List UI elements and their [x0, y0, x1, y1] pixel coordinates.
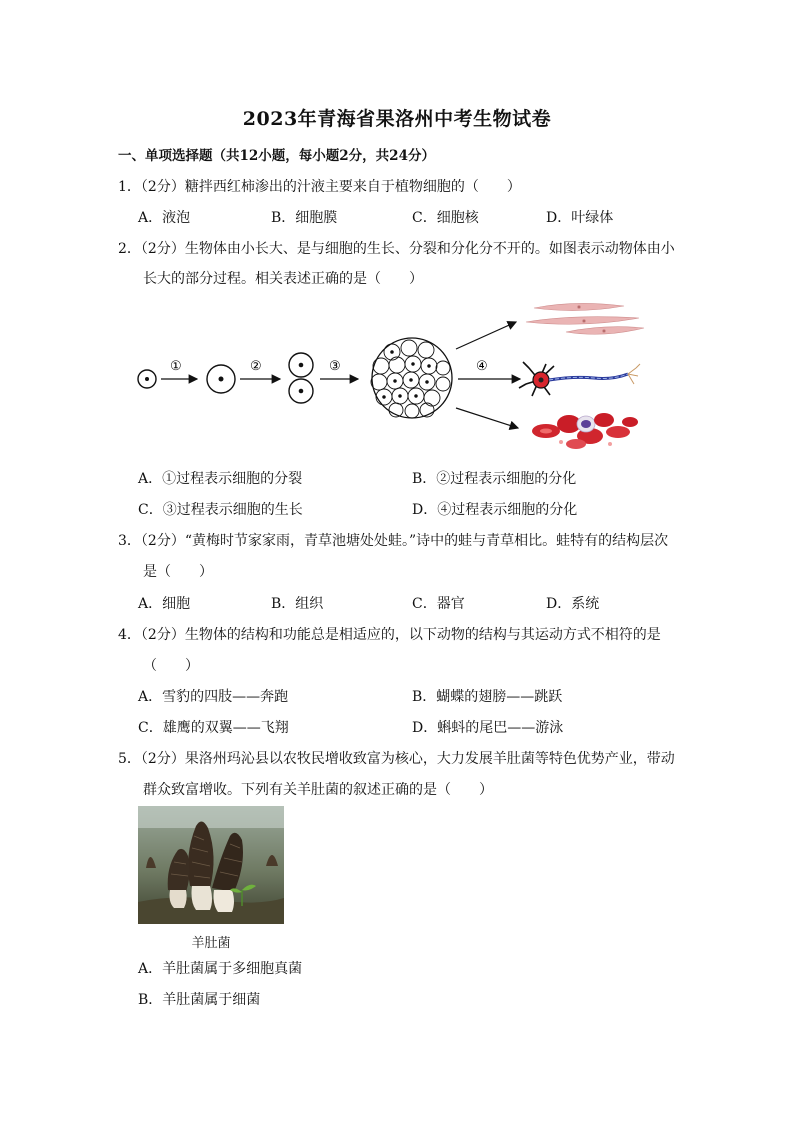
question-4-option-c[interactable]: C．雄鹰的双翼——飞翔	[138, 720, 289, 736]
muscle-cells	[526, 303, 644, 334]
question-1-option-b[interactable]: B．细胞膜	[271, 210, 338, 226]
question-4-option-a[interactable]: A．雪豹的四肢——奔跑	[138, 689, 289, 705]
question-2-stem-line2: 长大的部分过程。相关表述正确的是（ ）	[143, 271, 423, 287]
photo-caption: 羊肚菌	[191, 936, 231, 951]
question-2-option-b[interactable]: B．②过程表示细胞的分化	[412, 471, 577, 487]
question-3-stem-line1: 3．（2分）“黄梅时节家家雨，青草池塘处处蛙。”诗中的蛙与青草相比。蛙特有的结构层次	[118, 533, 669, 549]
arrow-to-blood	[456, 408, 518, 428]
question-3-option-b[interactable]: B．组织	[271, 596, 324, 612]
question-5-option-a[interactable]: A．羊肚菌属于多细胞真菌	[138, 961, 303, 977]
question-3-stem-line2: 是（ ）	[143, 564, 213, 580]
question-3-option-d[interactable]: D．系统	[546, 596, 600, 612]
question-2-option-d[interactable]: D．④过程表示细胞的分化	[412, 502, 578, 518]
question-5-option-b[interactable]: B．羊肚菌属于细菌	[138, 992, 261, 1008]
question-5-stem-line2: 群众致富增收。下列有关羊肚菌的叙述正确的是（ ）	[143, 782, 493, 798]
question-5-stem-line1: 5．（2分）果洛州玛沁县以农牧民增收致富为核心，大力发展羊肚菌等特色优势产业，带动	[118, 751, 675, 767]
question-1-option-d[interactable]: D．叶绿体	[546, 210, 614, 226]
two-cells	[289, 353, 313, 403]
question-4-option-d[interactable]: D．蝌蚪的尾巴——游泳	[412, 720, 564, 736]
cell-development-diagram	[134, 296, 664, 456]
morel-mushroom-photo	[138, 806, 284, 924]
question-1-stem: 1．（2分）糖拌西红柿渗出的汁液主要来自于植物细胞的（ ）	[118, 179, 521, 195]
step-label-1: ①	[170, 359, 182, 374]
question-1-option-c[interactable]: C．细胞核	[412, 210, 479, 226]
question-2-option-a[interactable]: A．①过程表示细胞的分裂	[138, 471, 303, 487]
arrow-to-muscle	[456, 322, 516, 349]
question-1-option-a[interactable]: A．液泡	[138, 210, 191, 226]
question-2-option-c[interactable]: C．③过程表示细胞的生长	[138, 502, 303, 518]
question-4-stem-line2: （ ）	[143, 658, 199, 674]
question-3-option-c[interactable]: C．器官	[412, 596, 465, 612]
question-2-stem-line1: 2．（2分）生物体由小长大、是与细胞的生长、分裂和分化分不开的。如图表示动物体由小	[118, 241, 675, 257]
step-label-4: ④	[476, 359, 488, 374]
page-title: 2023年青海省果洛州中考生物试卷	[242, 108, 552, 130]
step-label-2: ②	[250, 359, 262, 374]
section-heading: 一、单项选择题（共12小题，每小题2分，共24分）	[118, 148, 435, 164]
single-cell-small	[138, 370, 156, 388]
question-4-option-b[interactable]: B．蝴蝶的翅膀——跳跃	[412, 689, 563, 705]
neuron	[519, 362, 640, 396]
step-label-3: ③	[329, 359, 341, 374]
blood-cells	[532, 413, 638, 449]
cell-cluster	[371, 338, 452, 418]
single-cell-large	[207, 365, 235, 393]
question-3-option-a[interactable]: A．细胞	[138, 596, 191, 612]
question-4-stem-line1: 4．（2分）生物体的结构和功能总是相适应的，以下动物的结构与其运动方式不相符的是	[118, 627, 661, 643]
